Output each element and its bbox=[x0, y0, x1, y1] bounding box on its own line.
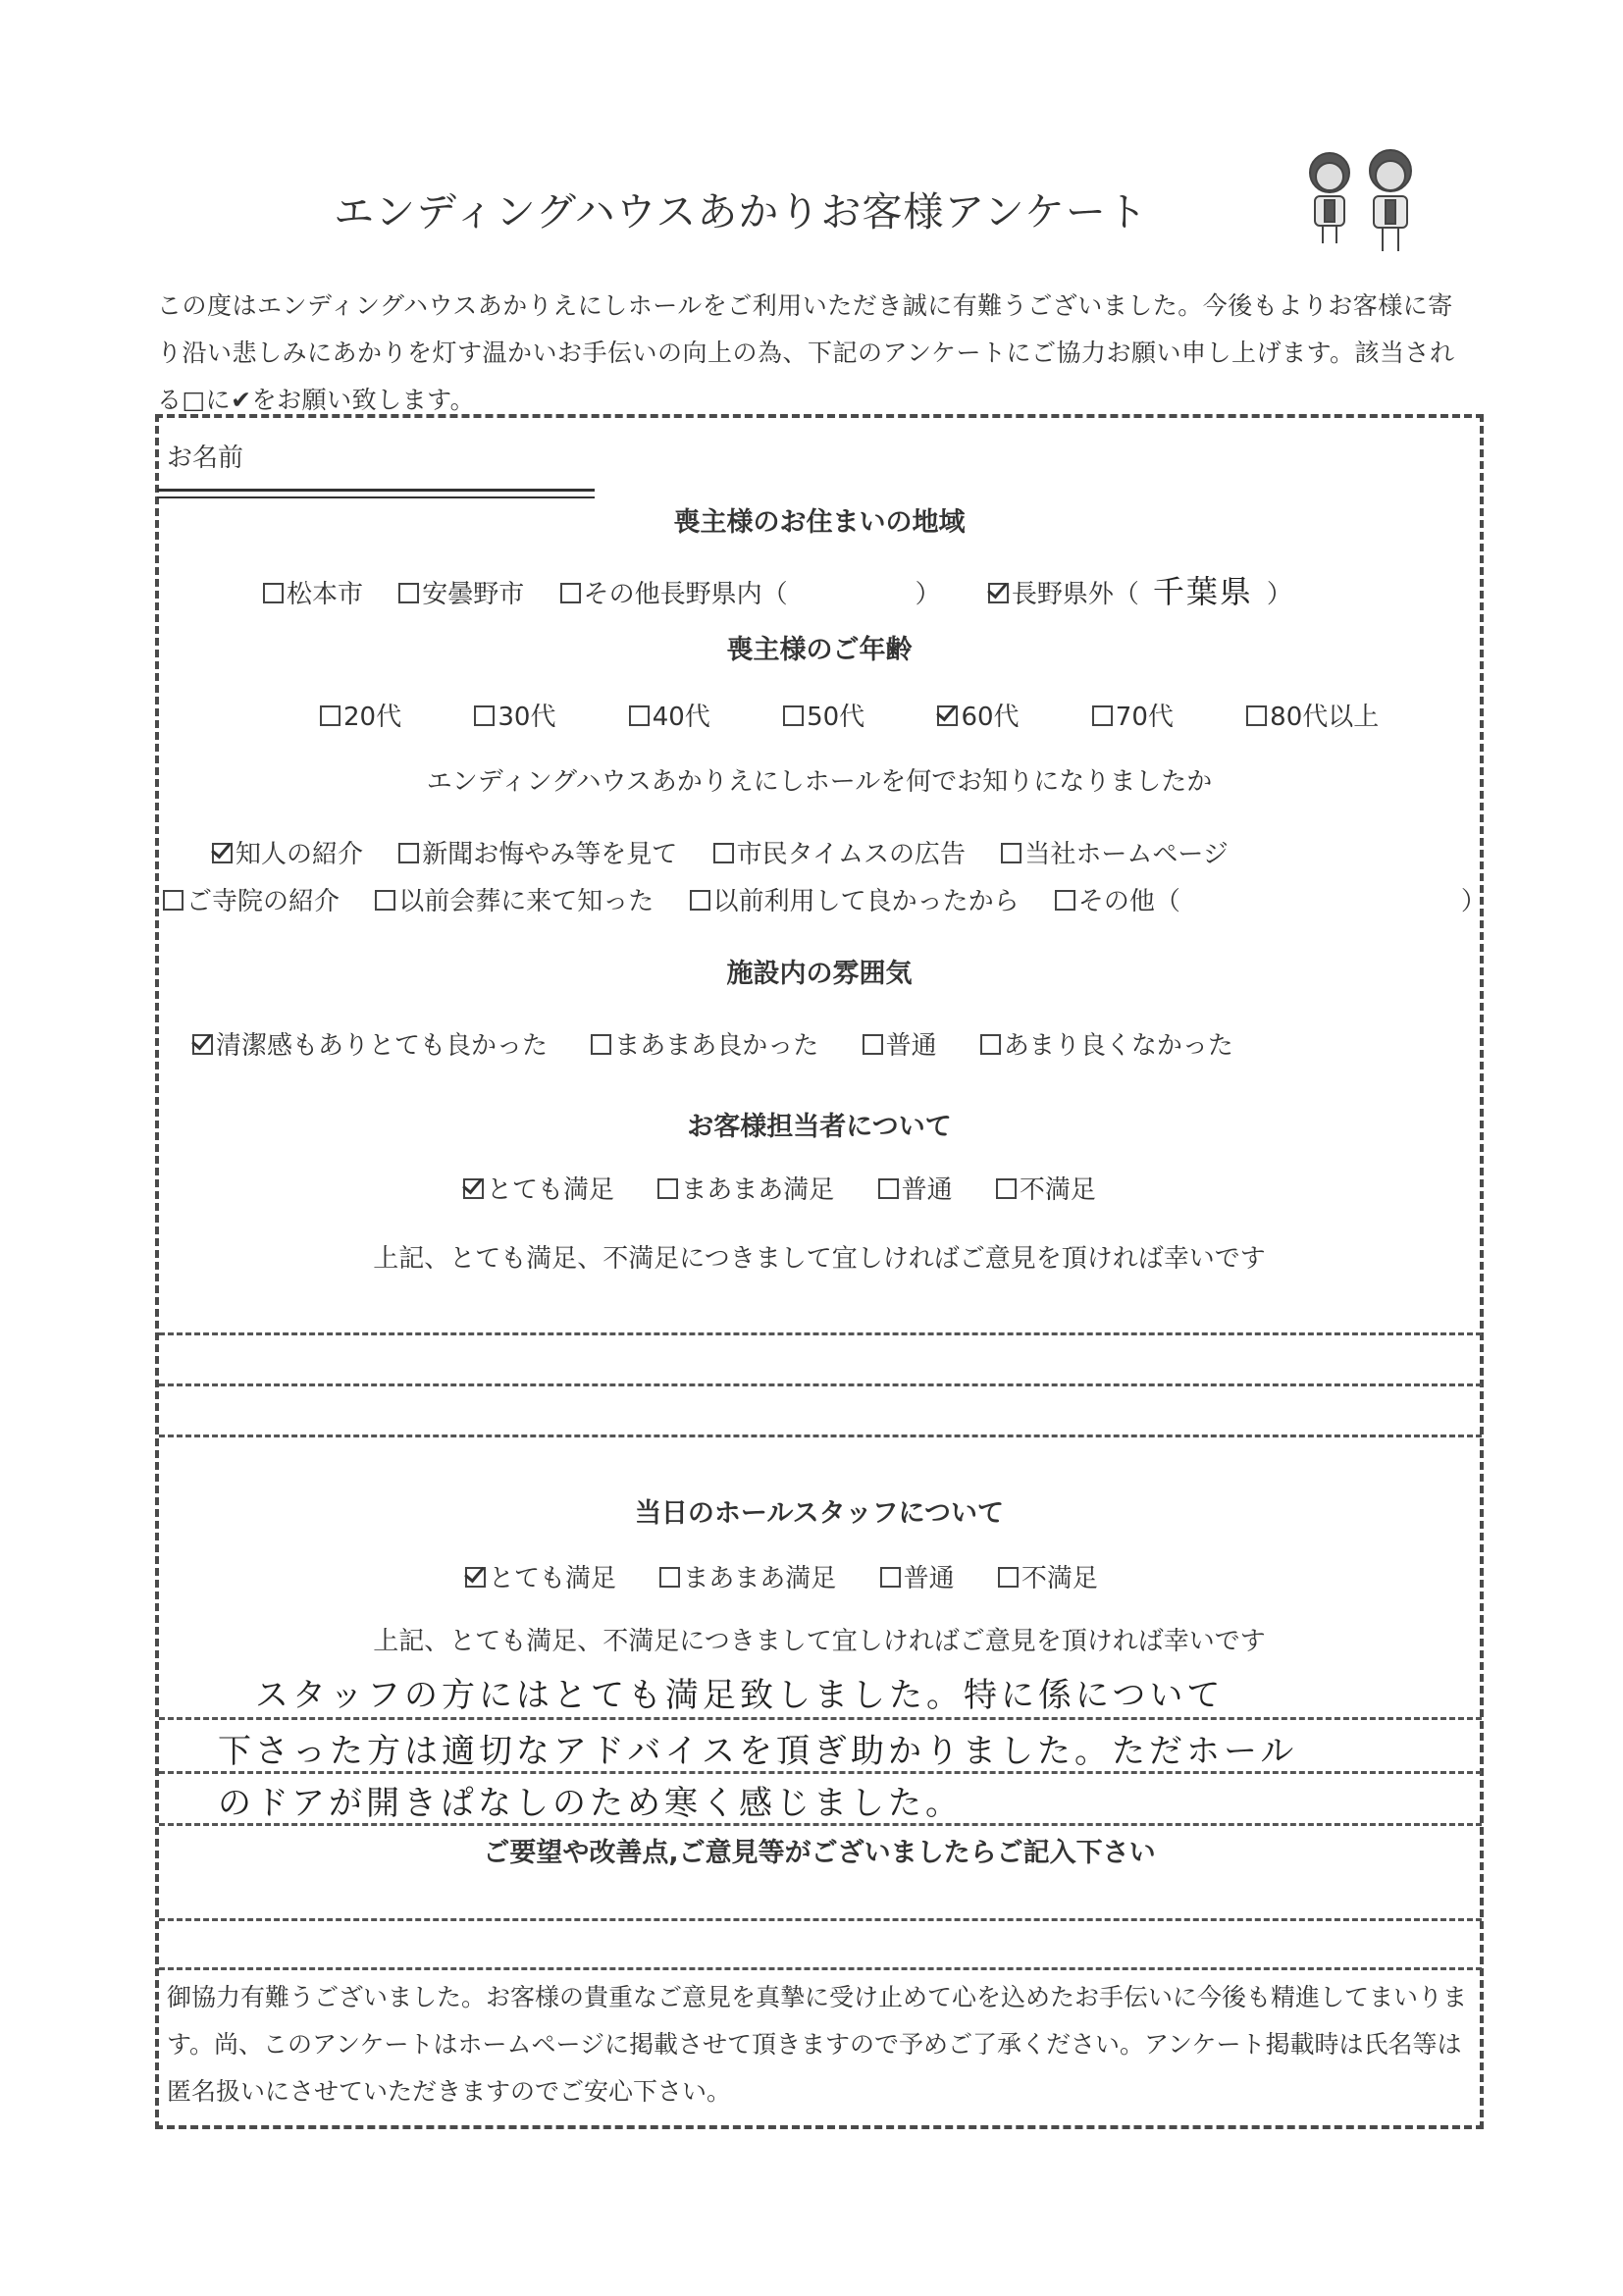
source-option-shimin-times[interactable]: 市民タイムスの広告 bbox=[713, 834, 966, 870]
checkbox-checked[interactable] bbox=[212, 843, 233, 863]
name-underline bbox=[157, 489, 595, 492]
region-option-azumino[interactable]: 安曇野市 bbox=[398, 574, 524, 610]
age-option-70s[interactable]: 70代 bbox=[1092, 697, 1174, 733]
age-option-50s[interactable]: 50代 bbox=[783, 697, 864, 733]
staff-comment-prompt: 上記、とても満足、不満足につきまして宜しければご意見を頂ければ幸いです bbox=[373, 1244, 1266, 1274]
checkbox[interactable] bbox=[713, 843, 734, 863]
checkbox[interactable] bbox=[474, 705, 495, 726]
region-option-outside-nagano[interactable]: 長野県外（ 千葉県 ） bbox=[988, 567, 1292, 612]
checkbox[interactable] bbox=[863, 1034, 883, 1055]
checkbox-checked[interactable] bbox=[937, 705, 958, 726]
staff-options bbox=[463, 1170, 1096, 1206]
checkbox[interactable] bbox=[591, 1034, 611, 1055]
checkbox[interactable] bbox=[1092, 705, 1113, 726]
comment-line[interactable] bbox=[159, 1383, 1482, 1386]
requests-heading: ご要望や改善点,ご意見等がございましたらご記入下さい bbox=[483, 1838, 1156, 1868]
checkbox[interactable] bbox=[998, 1567, 1019, 1588]
handwritten-comment-line3: のドアが開きぱなしのため寒く感じました。 bbox=[218, 1784, 963, 1823]
age-option-80s-plus[interactable]: 80代以上 bbox=[1246, 697, 1379, 733]
checkbox[interactable] bbox=[690, 890, 710, 911]
source-options-row2 bbox=[163, 881, 1487, 917]
hall-staff-options bbox=[465, 1558, 1098, 1594]
hall-staff-option-unsatisfied[interactable]: 不満足 bbox=[998, 1558, 1098, 1594]
checkbox[interactable] bbox=[980, 1034, 1001, 1055]
checkbox[interactable] bbox=[783, 705, 804, 726]
staff-option-normal[interactable]: 普通 bbox=[878, 1170, 953, 1206]
atmosphere-option-very-good[interactable]: 清潔感もありとても良かった bbox=[192, 1025, 548, 1062]
staff-illustration-icon bbox=[1295, 145, 1423, 263]
age-heading: 喪主様のご年齢 bbox=[726, 635, 913, 665]
source-option-acquaintance[interactable]: 知人の紹介 bbox=[212, 834, 363, 870]
source-option-past-use[interactable]: 以前利用して良かったから bbox=[690, 881, 1020, 917]
checkbox[interactable] bbox=[320, 705, 340, 726]
checkbox[interactable] bbox=[659, 1567, 680, 1588]
checkbox-checked[interactable] bbox=[465, 1567, 486, 1588]
checkbox[interactable] bbox=[398, 843, 419, 863]
comment-line[interactable] bbox=[159, 1435, 1482, 1437]
staff-option-very-satisfied[interactable]: とても満足 bbox=[463, 1170, 614, 1206]
source-options-row1 bbox=[212, 834, 1229, 870]
age-options bbox=[320, 697, 1379, 733]
comment-line[interactable] bbox=[159, 1717, 1482, 1720]
checkbox[interactable] bbox=[878, 1178, 899, 1199]
checkbox[interactable] bbox=[1246, 705, 1267, 726]
footer-text: 御協力有難うございました。お客様の貴重なご意見を真摯に受け止めて心を込めたお手伝いに今後も精進してまいります。尚、このアンケートはホームページに掲載させて頂きますので予めご了承ください。アンケート掲載時は氏名等は匿名扱いにさせていただきますのでご安心下さい。 bbox=[167, 1983, 1468, 2106]
handwritten-comment-line2: 下さった方は適切なアドバイスを頂ぎ助かりました。ただホール bbox=[218, 1732, 1298, 1771]
age-option-20s[interactable]: 20代 bbox=[320, 697, 401, 733]
source-option-other[interactable]: その他（ ） bbox=[1055, 881, 1487, 917]
age-option-40s[interactable]: 40代 bbox=[629, 697, 710, 733]
handwritten-comment-line1: スタッフの方にはとても満足致しました。特に係について bbox=[255, 1676, 1225, 1715]
source-option-newspaper[interactable]: 新聞お悔やみ等を見て bbox=[398, 834, 677, 870]
staff-option-satisfied[interactable]: まあまあ満足 bbox=[657, 1170, 834, 1206]
hall-staff-option-normal[interactable]: 普通 bbox=[880, 1558, 955, 1594]
checkbox[interactable] bbox=[996, 1178, 1017, 1199]
atmosphere-heading: 施設内の雰囲気 bbox=[726, 959, 913, 989]
comment-line[interactable] bbox=[159, 1332, 1482, 1335]
checkbox[interactable] bbox=[398, 583, 419, 603]
source-option-homepage[interactable]: 当社ホームページ bbox=[1001, 834, 1228, 870]
checkbox-checked[interactable] bbox=[463, 1178, 484, 1199]
atmosphere-option-normal[interactable]: 普通 bbox=[863, 1025, 937, 1062]
staff-heading: お客様担当者について bbox=[687, 1112, 952, 1142]
checkbox[interactable] bbox=[163, 890, 183, 911]
region-option-matsumoto[interactable]: 松本市 bbox=[263, 574, 363, 610]
hall-staff-heading: 当日のホールスタッフについて bbox=[634, 1498, 1005, 1529]
checkbox[interactable] bbox=[1055, 890, 1075, 911]
checkbox[interactable] bbox=[1001, 843, 1021, 863]
region-option-other-nagano[interactable]: その他長野県内（ ） bbox=[560, 574, 941, 610]
checkbox[interactable] bbox=[880, 1567, 901, 1588]
name-underline-2 bbox=[157, 496, 595, 498]
checkbox[interactable] bbox=[629, 705, 650, 726]
checkbox[interactable] bbox=[263, 583, 284, 603]
intro-text: この度はエンディングハウスあかりえにしホールをご利用いただき誠に有難うございました。今後もよりお客様に寄り沿い悲しみにあかりを灯す温かいお手伝いの向上の為、下記のアンケートにご協力お願い申し上げます。該当される□に✔をお願い致します。 bbox=[157, 291, 1455, 414]
atmosphere-option-good[interactable]: まあまあ良かった bbox=[591, 1025, 818, 1062]
region-heading: 喪主様のお住まいの地域 bbox=[673, 507, 966, 538]
age-option-60s[interactable]: 60代 bbox=[937, 697, 1019, 733]
atmosphere-options bbox=[192, 1025, 1233, 1062]
source-question: エンディングハウスあかりえにしホールを何でお知りになりましたか bbox=[426, 767, 1213, 797]
hall-staff-comment-prompt: 上記、とても満足、不満足につきまして宜しければご意見を頂ければ幸いです bbox=[373, 1627, 1266, 1656]
hall-staff-option-satisfied[interactable]: まあまあ満足 bbox=[659, 1558, 836, 1594]
page-title: エンディングハウスあかりお客様アンケート bbox=[334, 188, 1148, 235]
staff-option-unsatisfied[interactable]: 不満足 bbox=[996, 1170, 1096, 1206]
checkbox-checked[interactable] bbox=[988, 583, 1009, 603]
checkbox-checked[interactable] bbox=[192, 1034, 213, 1055]
checkbox[interactable] bbox=[560, 583, 581, 603]
atmosphere-option-bad[interactable]: あまり良くなかった bbox=[980, 1025, 1233, 1062]
hall-staff-option-very-satisfied[interactable]: とても満足 bbox=[465, 1558, 616, 1594]
region-options bbox=[263, 567, 1292, 612]
source-option-past-funeral[interactable]: 以前会葬に来て知った bbox=[375, 881, 654, 917]
source-option-temple[interactable]: ご寺院の紹介 bbox=[163, 881, 340, 917]
name-label: お名前 bbox=[167, 444, 244, 473]
checkbox[interactable] bbox=[657, 1178, 678, 1199]
request-line[interactable] bbox=[159, 1918, 1482, 1921]
handwritten-prefecture: 千葉県 bbox=[1152, 573, 1253, 610]
age-option-30s[interactable]: 30代 bbox=[474, 697, 555, 733]
checkbox[interactable] bbox=[375, 890, 395, 911]
request-line[interactable] bbox=[159, 1967, 1482, 1970]
